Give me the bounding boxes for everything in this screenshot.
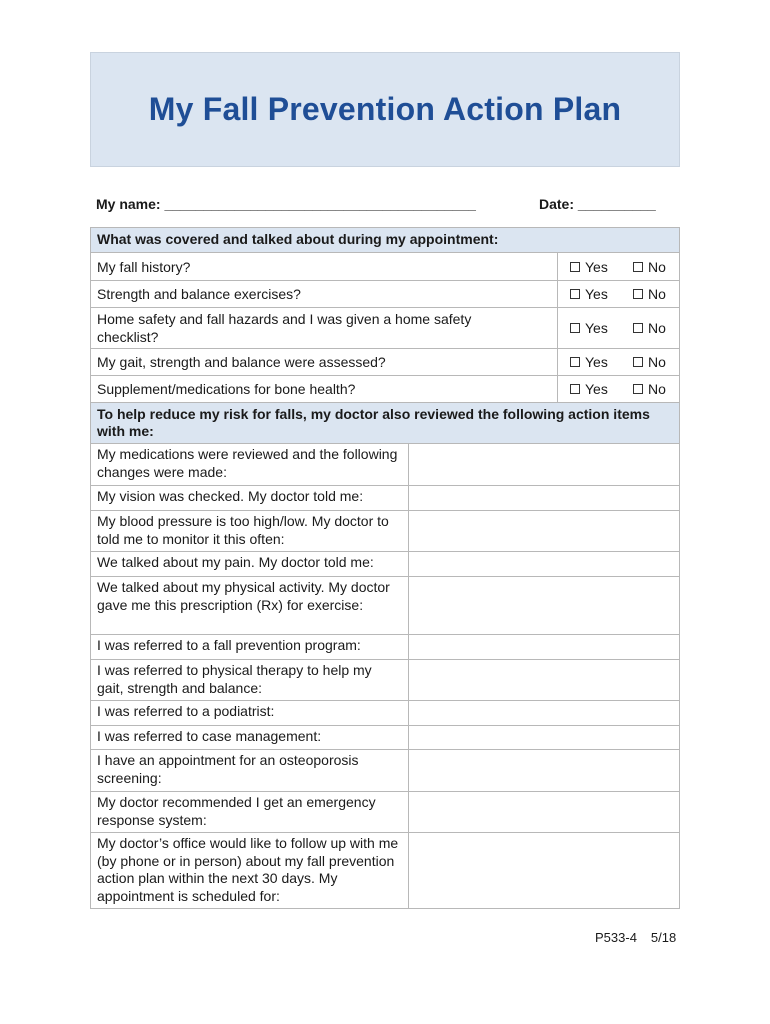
checkbox-icon — [633, 289, 643, 299]
question-label: Home safety and fall hazards and I was given a home safety checklist? — [97, 311, 472, 345]
question-label: Supplement/medications for bone health? — [97, 381, 356, 397]
question-label: My gait, strength and balance were assessed? — [97, 354, 386, 370]
action-item-row — [91, 510, 679, 551]
question-row — [91, 375, 679, 402]
yes-no-options — [557, 349, 682, 375]
question-label: My fall history? — [97, 258, 191, 275]
yes-checkbox[interactable] — [570, 381, 608, 397]
action-plan-table — [90, 227, 680, 909]
no-label: No — [648, 381, 666, 397]
action-item-answer-field[interactable] — [408, 750, 679, 791]
yes-label: Yes — [585, 286, 608, 302]
yes-no-options — [557, 281, 682, 307]
no-checkbox[interactable] — [633, 259, 666, 275]
no-label: No — [648, 286, 666, 302]
title-banner — [90, 52, 680, 167]
name-field[interactable]: My name: ________________________________________ — [96, 196, 476, 212]
no-checkbox[interactable] — [633, 286, 666, 302]
no-label: No — [648, 320, 666, 336]
checkbox-icon — [633, 357, 643, 367]
action-item-row — [91, 791, 679, 832]
no-label: No — [648, 258, 666, 275]
action-item-label: My blood pressure is too high/low. My doctor to told me to monitor it this often: — [97, 513, 389, 547]
checkbox-icon — [633, 384, 643, 394]
action-item-label: I was referred to physical therapy to help my gait, strength and balance: — [97, 662, 372, 696]
checkbox-icon — [570, 262, 580, 272]
action-item-label: My doctor recommended I get an emergency response system: — [97, 794, 376, 828]
action-item-answer-field[interactable] — [408, 511, 679, 551]
action-item-answer-field[interactable] — [408, 792, 679, 832]
no-checkbox[interactable] — [633, 381, 666, 397]
action-item-answer-field[interactable] — [408, 726, 679, 749]
action-item-row — [91, 485, 679, 510]
checkbox-icon — [633, 262, 643, 272]
yes-checkbox[interactable] — [570, 354, 608, 370]
action-item-row — [91, 725, 679, 749]
no-checkbox[interactable] — [633, 354, 666, 370]
action-item-row — [91, 634, 679, 659]
no-checkbox[interactable] — [633, 320, 666, 336]
yes-label: Yes — [585, 354, 608, 370]
question-row — [91, 252, 679, 280]
footer — [595, 930, 676, 945]
action-item-row — [91, 443, 679, 485]
question-label: Strength and balance exercises? — [97, 286, 301, 302]
yes-checkbox[interactable] — [570, 320, 608, 336]
checkbox-icon — [570, 323, 580, 333]
action-item-answer-field[interactable] — [408, 577, 679, 634]
revision-date: 5/18 — [650, 930, 677, 945]
action-item-answer-field[interactable] — [408, 833, 679, 908]
section2-header: To help reduce my risk for falls, my doctor also reviewed the following action items with me: — [91, 402, 679, 443]
action-item-row — [91, 749, 679, 791]
action-item-label: My vision was checked. My doctor told me: — [97, 488, 364, 504]
question-row — [91, 307, 679, 348]
action-item-label: My medications were reviewed and the following changes were made: — [97, 446, 398, 480]
action-item-label: We talked about my pain. My doctor told me: — [97, 554, 374, 570]
action-item-label: I was referred to case management: — [97, 728, 322, 744]
question-row — [91, 280, 679, 307]
yes-checkbox[interactable] — [570, 259, 608, 275]
date-field[interactable]: Date: __________ — [539, 196, 656, 212]
action-item-answer-field[interactable] — [408, 486, 679, 510]
checkbox-icon — [570, 289, 580, 299]
action-item-answer-field[interactable] — [408, 552, 679, 576]
action-item-row — [91, 832, 679, 908]
action-item-label: I was referred to a fall prevention program: — [97, 637, 361, 653]
question-row — [91, 348, 679, 375]
action-item-answer-field[interactable] — [408, 660, 679, 700]
yes-no-options — [557, 376, 682, 402]
action-item-answer-field[interactable] — [408, 701, 679, 725]
action-item-label: My doctor’s office would like to follow up with me (by phone or in person) about my fall prevention action plan within the next 30 days. My appointment is scheduled for: — [97, 835, 399, 904]
yes-no-options — [557, 253, 682, 280]
checkbox-icon — [570, 384, 580, 394]
yes-label: Yes — [585, 320, 608, 336]
yes-no-options — [557, 308, 682, 348]
checkbox-icon — [570, 357, 580, 367]
form-code: P533-4 — [595, 930, 637, 945]
action-item-row — [91, 551, 679, 576]
no-label: No — [648, 354, 666, 370]
yes-label: Yes — [585, 258, 608, 275]
action-item-answer-field[interactable] — [408, 444, 679, 485]
yes-label: Yes — [585, 381, 608, 397]
action-item-row — [91, 576, 679, 634]
name-date-row — [96, 196, 670, 216]
action-item-row — [91, 659, 679, 700]
action-item-row — [91, 700, 679, 725]
section1-header: What was covered and talked about during my appointment: — [91, 228, 679, 252]
action-item-label: I was referred to a podiatrist: — [97, 703, 275, 719]
page-title: My Fall Prevention Action Plan — [148, 91, 622, 127]
action-item-answer-field[interactable] — [408, 635, 679, 659]
checkbox-icon — [633, 323, 643, 333]
action-item-label: We talked about my physical activity. My doctor gave me this prescription (Rx) for exercise: — [97, 579, 390, 613]
yes-checkbox[interactable] — [570, 286, 608, 302]
action-item-label: I have an appointment for an osteoporosis screening: — [97, 752, 359, 786]
